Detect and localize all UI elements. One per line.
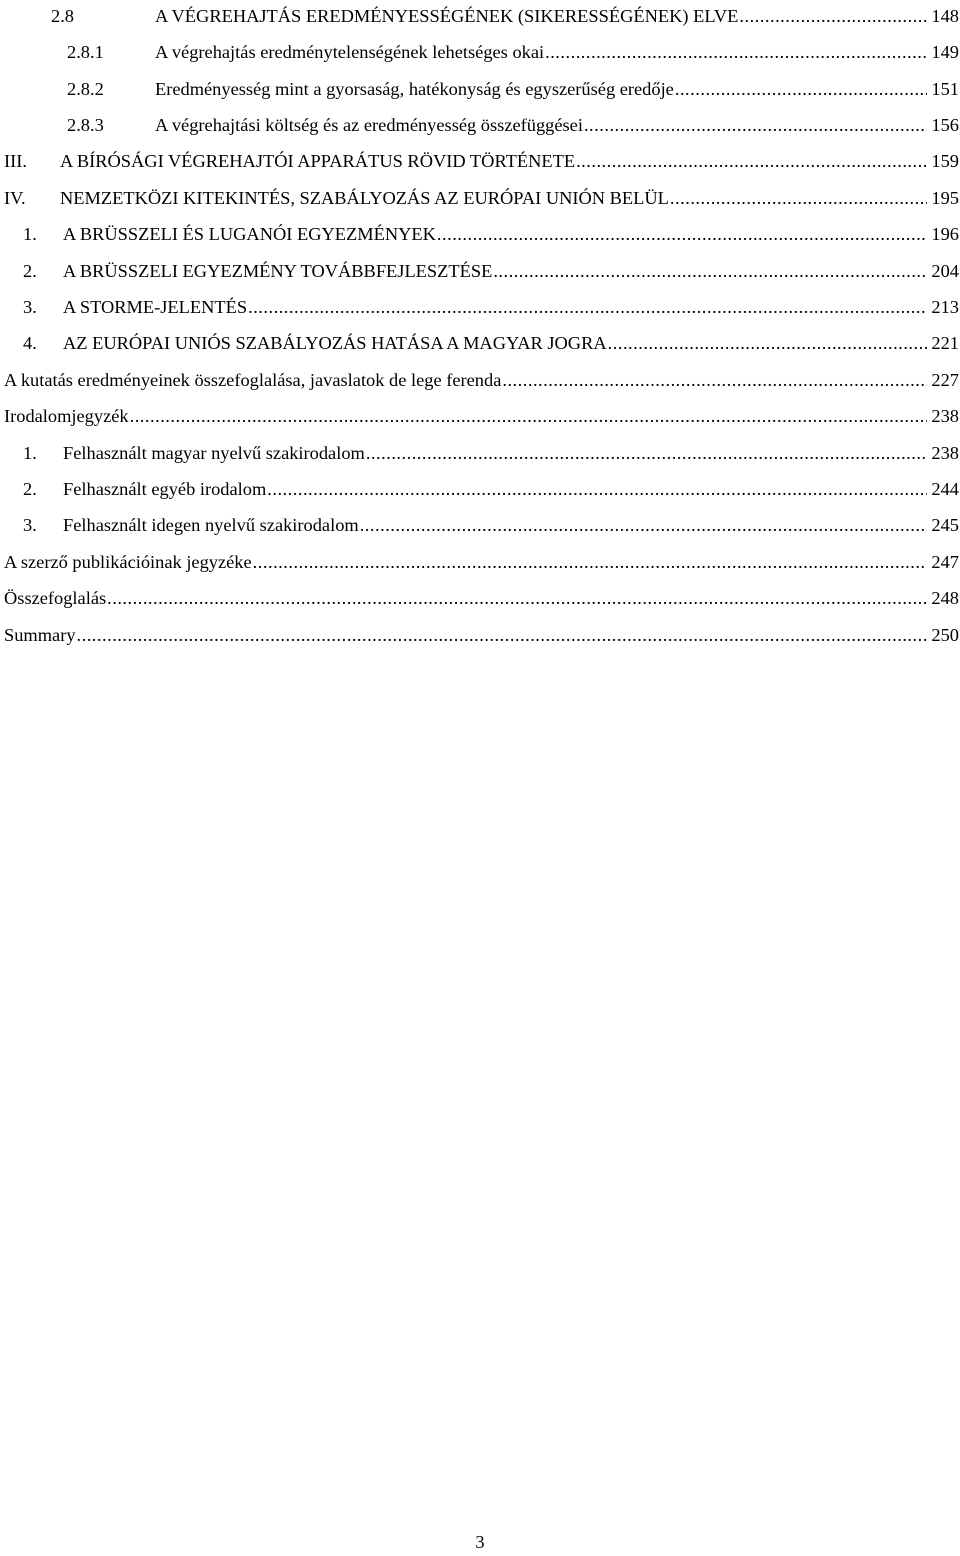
toc-dot-leader: [77, 621, 928, 649]
toc-dot-leader: [675, 75, 928, 103]
toc-entry[interactable]: [4, 548, 959, 576]
toc-entry-page: 195: [931, 188, 959, 208]
toc-dot-leader: [545, 38, 927, 66]
toc-entry-page: 156: [931, 115, 959, 135]
toc-entry-title: Felhasznált magyar nyelvű szakirodalom: [63, 443, 365, 463]
toc-dot-leader: [130, 402, 928, 430]
toc-entry-number: 2.8.3: [67, 115, 104, 135]
toc-entry-number: 2.8.2: [67, 79, 104, 99]
toc-entry-title: NEMZETKÖZI KITEKINTÉS, SZABÁLYOZÁS AZ EURÓPAI UNIÓN BELÜL: [60, 188, 669, 208]
toc-dot-leader: [267, 475, 927, 503]
toc-entry-title: A BRÜSSZELI ÉS LUGANÓI EGYEZMÉNYEK: [63, 224, 436, 244]
toc-entry-title: A kutatás eredményeinek összefoglalása, javaslatok de lege ferenda: [4, 370, 502, 390]
toc-entry-page: 204: [931, 261, 959, 281]
toc-entry-number: 2.: [23, 261, 37, 281]
toc-dot-leader: [366, 439, 928, 467]
toc-entry-title: A VÉGREHAJTÁS EREDMÉNYESSÉGÉNEK (SIKERESSÉGÉNEK) ELVE: [155, 6, 739, 26]
toc-entry-page: 244: [931, 479, 959, 499]
toc-entry-number: 1.: [23, 224, 37, 244]
toc-entry-page: 159: [931, 151, 959, 171]
toc-entry-title: A végrehajtási költség és az eredményesség összefüggései: [155, 115, 583, 135]
toc-entry-page: 247: [931, 552, 959, 572]
toc-entry[interactable]: [4, 621, 959, 649]
toc-entry-title: Summary: [4, 625, 76, 645]
toc-entry-number: 4.: [23, 333, 37, 353]
toc-dot-leader: [670, 184, 927, 212]
toc-entry-page: 148: [931, 6, 959, 26]
toc-entry-page: 151: [931, 79, 959, 99]
toc-entry-title: A STORME-JELENTÉS: [63, 297, 248, 317]
toc-dot-leader: [576, 147, 927, 175]
toc-entry[interactable]: [23, 475, 959, 503]
toc-entry-page: 250: [931, 625, 959, 645]
toc-entry-page: 245: [931, 515, 959, 535]
toc-entry[interactable]: [4, 147, 959, 175]
toc-entry-page: 238: [931, 443, 959, 463]
toc-entry[interactable]: [4, 402, 959, 430]
toc-entry-title: A BRÜSSZELI EGYEZMÉNY TOVÁBBFEJLESZTÉSE: [63, 261, 493, 281]
toc-dot-leader: [437, 220, 928, 248]
toc-entry[interactable]: [23, 293, 959, 321]
toc-entry[interactable]: [67, 75, 959, 103]
toc-entry[interactable]: [51, 2, 959, 30]
toc-dot-leader: [493, 257, 927, 285]
toc-entry[interactable]: [4, 184, 959, 212]
page-number: 3: [475, 1532, 485, 1552]
toc-dot-leader: [253, 548, 928, 576]
toc-entry-title: A végrehajtás eredménytelenségének lehetséges okai: [155, 42, 545, 62]
toc-entry[interactable]: [23, 257, 959, 285]
toc-entry[interactable]: [67, 111, 959, 139]
toc-entry-title: Felhasznált egyéb irodalom: [63, 479, 267, 499]
toc-entry-number: IV.: [4, 188, 26, 208]
toc-entry-number: III.: [4, 151, 27, 171]
toc-entry-title: Felhasznált idegen nyelvű szakirodalom: [63, 515, 359, 535]
toc-entry-number: 1.: [23, 443, 37, 463]
toc-entry[interactable]: [4, 584, 959, 612]
toc-entry[interactable]: [23, 511, 959, 539]
toc-entry-page: 149: [931, 42, 959, 62]
toc-entry-page: 248: [931, 588, 959, 608]
toc-entry-page: 196: [931, 224, 959, 244]
toc-dot-leader: [584, 111, 927, 139]
toc-entry-number: 2.8.1: [67, 42, 104, 62]
toc-entry-number: 2.: [23, 479, 37, 499]
toc-entry-page: 227: [931, 370, 959, 390]
toc-entry-number: 3.: [23, 297, 37, 317]
toc-entry[interactable]: [4, 366, 959, 394]
toc-dot-leader: [739, 2, 927, 30]
toc-entry-page: 221: [931, 333, 959, 353]
toc-entry-title: Eredményesség mint a gyorsaság, hatékonyság és egyszerűség eredője: [155, 79, 674, 99]
toc-entry[interactable]: [67, 38, 959, 66]
toc-entry-title: A BÍRÓSÁGI VÉGREHAJTÓI APPARÁTUS RÖVID TÖRTÉNETE: [60, 151, 576, 171]
toc-entry-page: 213: [931, 297, 959, 317]
toc-dot-leader: [360, 511, 928, 539]
toc-entry-page: 238: [931, 406, 959, 426]
toc-entry-title: A szerző publikációinak jegyzéke: [4, 552, 252, 572]
toc-dot-leader: [608, 329, 928, 357]
toc-entry-number: 2.8: [51, 6, 74, 26]
toc-entry-title: Összefoglalás: [4, 588, 107, 608]
toc-entry[interactable]: [23, 439, 959, 467]
toc-entry-title: Irodalomjegyzék: [4, 406, 129, 426]
toc-dot-leader: [248, 293, 927, 321]
toc-entry-number: 3.: [23, 515, 37, 535]
toc-dot-leader: [502, 366, 927, 394]
toc-entry[interactable]: [23, 220, 959, 248]
toc-entry[interactable]: [23, 329, 959, 357]
toc-entry-title: AZ EURÓPAI UNIÓS SZABÁLYOZÁS HATÁSA A MAGYAR JOGRA: [63, 333, 607, 353]
toc-dot-leader: [107, 584, 927, 612]
